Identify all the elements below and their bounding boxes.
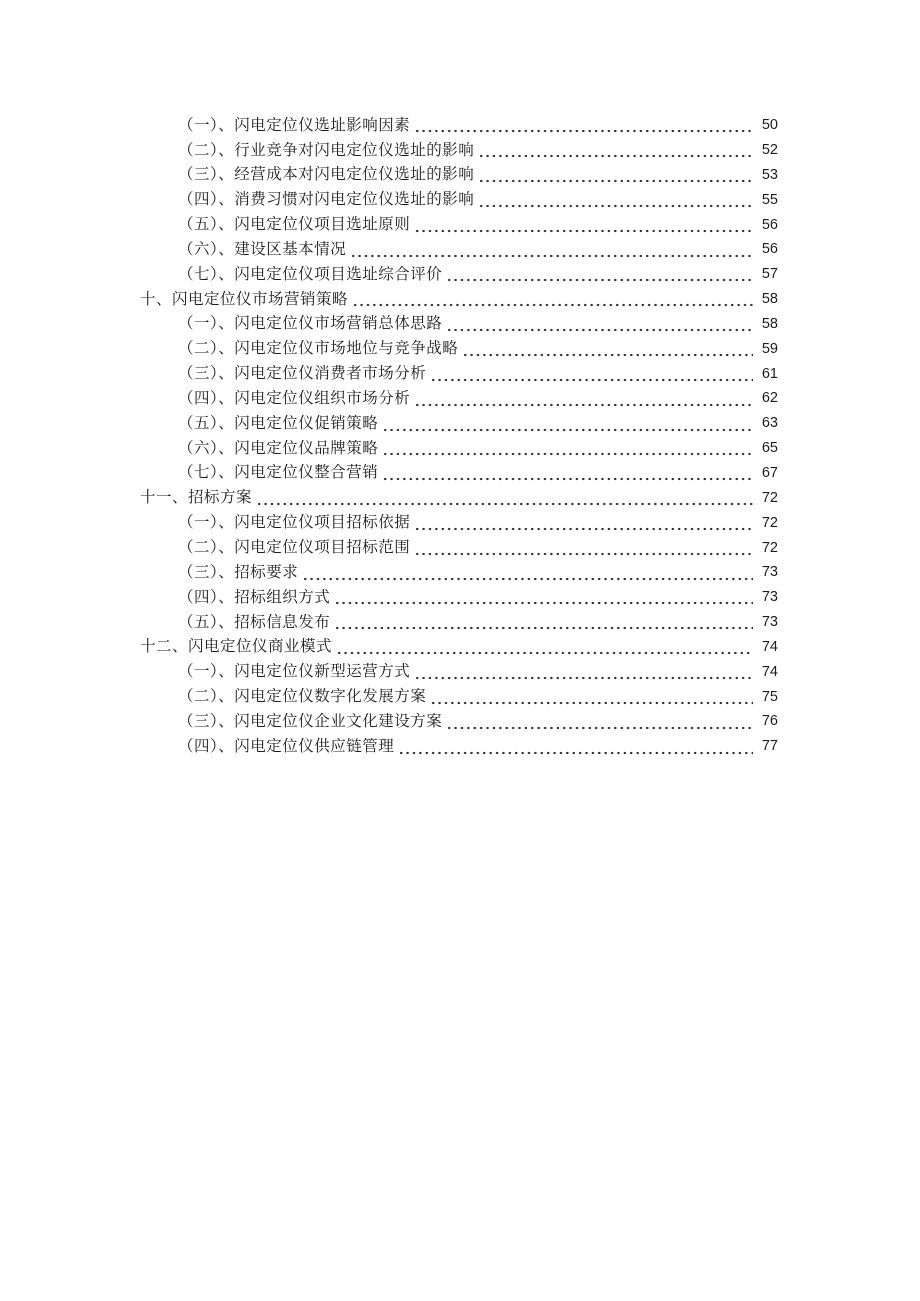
dot-leader — [350, 238, 753, 263]
toc-entry[interactable] — [140, 189, 778, 214]
toc-entry-page: 73 — [761, 589, 778, 606]
toc-entry[interactable] — [140, 462, 778, 487]
dot-leader — [414, 512, 753, 537]
dot-leader — [398, 735, 753, 760]
toc-entry[interactable] — [140, 561, 778, 586]
toc-entry-label: 十二、闪电定位仪商业模式 — [140, 638, 333, 656]
toc-entry-label: （七）、闪电定位仪整合营销 — [178, 464, 379, 482]
toc-entry-page: 56 — [761, 241, 778, 258]
toc-entry[interactable] — [140, 636, 778, 661]
dot-leader — [430, 362, 753, 387]
dot-leader — [478, 139, 753, 164]
dot-leader — [334, 586, 753, 611]
toc-entry-page: 61 — [761, 365, 778, 382]
toc-entry-label: （一）、闪电定位仪项目招标依据 — [178, 514, 411, 532]
toc-entry[interactable] — [140, 164, 778, 189]
toc-entry[interactable] — [140, 611, 778, 636]
toc-entry-label: （三）、闪电定位仪消费者市场分析 — [178, 365, 427, 383]
dot-leader — [334, 611, 753, 636]
toc-entry[interactable] — [140, 139, 778, 164]
toc-entry-page: 52 — [761, 142, 778, 159]
toc-entry-label: 十、闪电定位仪市场营销策略 — [140, 290, 349, 308]
dot-leader — [446, 313, 753, 338]
toc-entry[interactable] — [140, 685, 778, 710]
dot-leader — [302, 561, 753, 586]
dot-leader — [382, 462, 753, 487]
dot-leader — [446, 263, 753, 288]
toc-entry-page: 59 — [761, 340, 778, 357]
dot-leader — [414, 213, 753, 238]
toc-entry-label: （六）、闪电定位仪品牌策略 — [178, 439, 379, 457]
toc-entry-label: （六）、建设区基本情况 — [178, 240, 347, 258]
toc-entry[interactable] — [140, 387, 778, 412]
toc-entry-label: （一）、闪电定位仪选址影响因素 — [178, 116, 411, 134]
toc-entry-page: 77 — [761, 738, 778, 755]
toc-entry[interactable] — [140, 487, 778, 512]
toc-entry-label: （四）、闪电定位仪组织市场分析 — [178, 389, 411, 407]
toc-entry-label: （三）、招标要求 — [178, 563, 299, 581]
toc-entry-page: 74 — [761, 638, 778, 655]
toc-entry-page: 72 — [761, 539, 778, 556]
toc-entry-page: 65 — [761, 440, 778, 457]
toc-entry[interactable] — [140, 114, 778, 139]
toc-entry-page: 72 — [761, 514, 778, 531]
dot-leader — [382, 412, 753, 437]
toc-entry-label: （二）、闪电定位仪市场地位与竞争战略 — [178, 340, 459, 358]
dot-leader — [414, 387, 753, 412]
toc-entry-page: 58 — [761, 291, 778, 308]
toc-entry-label: （三）、闪电定位仪企业文化建设方案 — [178, 712, 443, 730]
toc-entry-label: （七）、闪电定位仪项目选址综合评价 — [178, 265, 443, 283]
dot-leader — [478, 164, 753, 189]
toc-entry[interactable] — [140, 735, 778, 760]
toc-entry-page: 67 — [761, 464, 778, 481]
toc-entry-page: 50 — [761, 117, 778, 134]
toc-entry-page: 58 — [761, 315, 778, 332]
toc-entry[interactable] — [140, 338, 778, 363]
toc-entry-label: （一）、闪电定位仪新型运营方式 — [178, 663, 411, 681]
toc-entry[interactable] — [140, 288, 778, 313]
toc-entry-label: （四）、闪电定位仪供应链管理 — [178, 737, 395, 755]
dot-leader — [414, 536, 753, 561]
toc-entry[interactable] — [140, 661, 778, 686]
toc-entry-page: 63 — [761, 415, 778, 432]
toc-entry-label: （四）、消费习惯对闪电定位仪选址的影响 — [178, 191, 475, 209]
toc-entry[interactable] — [140, 213, 778, 238]
toc-entry[interactable] — [140, 536, 778, 561]
toc-entry-page: 75 — [761, 688, 778, 705]
toc-entry-label: （五）、闪电定位仪促销策略 — [178, 414, 379, 432]
dot-leader — [462, 338, 753, 363]
toc-entry-label: （二）、闪电定位仪项目招标范围 — [178, 539, 411, 557]
toc-entry-page: 73 — [761, 564, 778, 581]
toc-entry[interactable] — [140, 437, 778, 462]
toc-entry[interactable] — [140, 412, 778, 437]
toc-entry-page: 56 — [761, 216, 778, 233]
dot-leader — [478, 189, 753, 214]
toc-entry-label: （四）、招标组织方式 — [178, 588, 331, 606]
toc-entry[interactable] — [140, 263, 778, 288]
dot-leader — [430, 685, 753, 710]
dot-leader — [446, 710, 753, 735]
toc-list — [140, 114, 778, 760]
toc-entry[interactable] — [140, 362, 778, 387]
dot-leader — [382, 437, 753, 462]
toc-entry-page: 74 — [761, 663, 778, 680]
toc-entry-page: 53 — [761, 166, 778, 183]
toc-entry-label: （二）、行业竞争对闪电定位仪选址的影响 — [178, 141, 475, 159]
dot-leader — [336, 636, 753, 661]
toc-entry-page: 73 — [761, 614, 778, 631]
toc-entry-label: （三）、经营成本对闪电定位仪选址的影响 — [178, 166, 475, 184]
toc-entry-page: 57 — [761, 266, 778, 283]
toc-entry[interactable] — [140, 586, 778, 611]
toc-entry-label: （二）、闪电定位仪数字化发展方案 — [178, 688, 427, 706]
toc-entry-label: （一）、闪电定位仪市场营销总体思路 — [178, 315, 443, 333]
dot-leader — [256, 487, 753, 512]
dot-leader — [352, 288, 753, 313]
toc-entry[interactable] — [140, 313, 778, 338]
toc-entry-label: （五）、闪电定位仪项目选址原则 — [178, 216, 411, 234]
toc-entry-page: 72 — [761, 489, 778, 506]
toc-entry[interactable] — [140, 512, 778, 537]
toc-entry-label: （五）、招标信息发布 — [178, 613, 331, 631]
toc-entry-page: 62 — [761, 390, 778, 407]
dot-leader — [414, 661, 753, 686]
toc-entry-page: 76 — [761, 713, 778, 730]
toc-entry[interactable] — [140, 710, 778, 735]
dot-leader — [414, 114, 753, 139]
toc-entry-label: 十一、招标方案 — [140, 489, 253, 507]
toc-entry-page: 55 — [761, 191, 778, 208]
toc-entry[interactable] — [140, 238, 778, 263]
